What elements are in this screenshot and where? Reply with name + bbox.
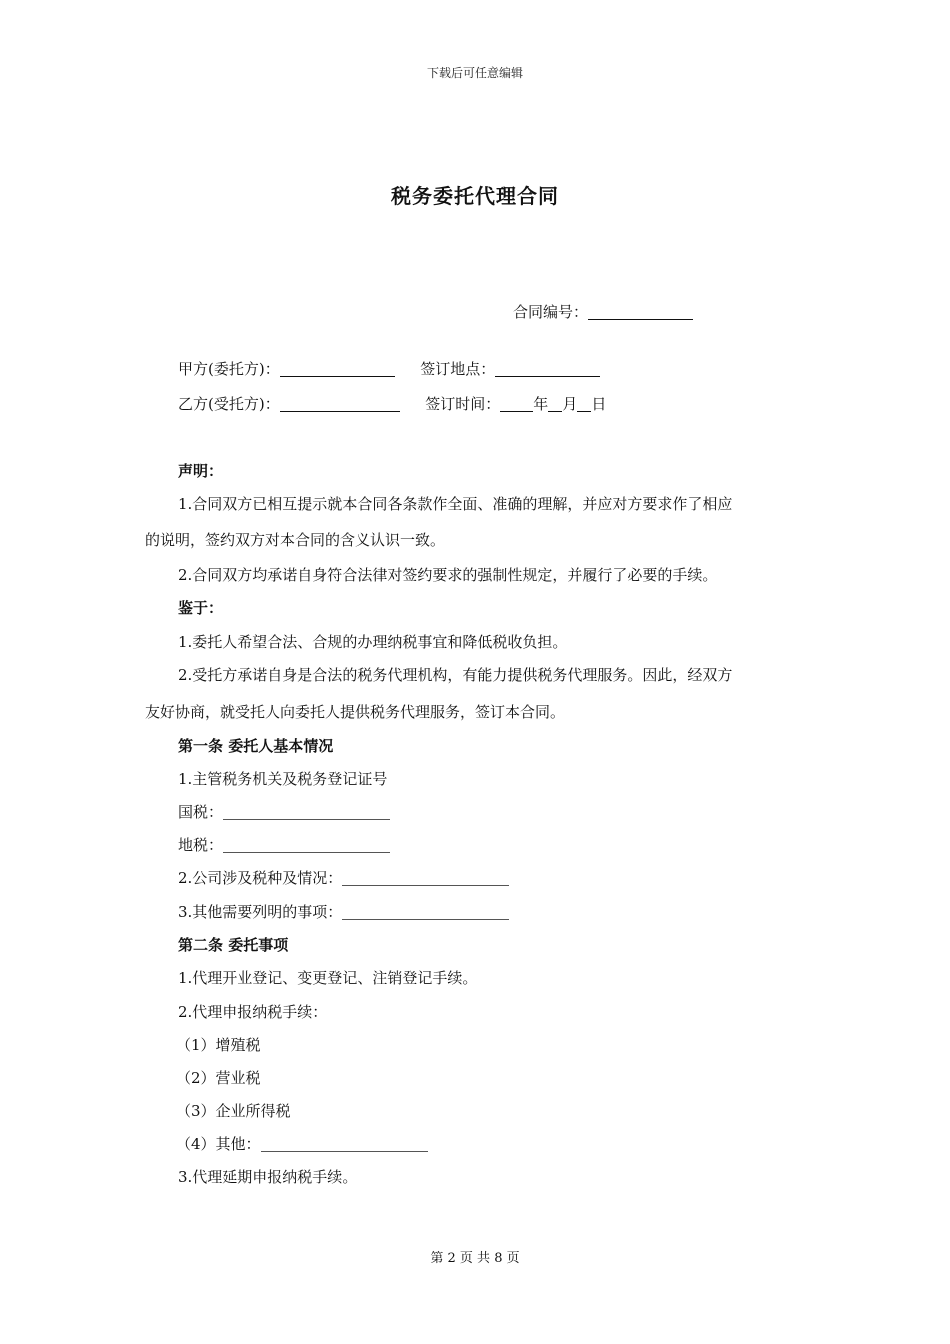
page-footer: 第 2 页 共 8 页 xyxy=(430,1251,520,1266)
sign-time-label: 签订时间： xyxy=(425,395,501,413)
sub-item-2: （2）营业税 xyxy=(176,1069,261,1087)
whereas-1: 1.委托人希望合法、合规的办理纳税事宜和降低税收负担。 xyxy=(178,633,568,651)
sign-day-label: 日 xyxy=(591,395,607,413)
statement-heading: 声明： xyxy=(178,462,224,480)
sign-year-label: 年 xyxy=(533,395,549,413)
whereas-2-line-2: 友好协商，就受托人向委托人提供税务代理服务，签订本合同。 xyxy=(145,703,566,721)
article-2-item-2: 2.代理申报纳税手续： xyxy=(178,1003,328,1021)
party-a-row xyxy=(178,359,600,379)
whereas-2-line-1: 2.受托方承诺自身是合法的税务代理机构，有能力提供税务代理服务。因此，经双方 xyxy=(178,666,733,684)
article-1-item-2: 2.公司涉及税种及情况： xyxy=(178,869,343,887)
local-tax-row xyxy=(178,835,390,855)
sign-year-blank[interactable] xyxy=(500,395,533,412)
national-tax-label: 国税： xyxy=(178,803,224,821)
statement-1-line-2: 的说明，签约双方对本合同的含义认识一致。 xyxy=(145,531,446,549)
statement-2: 2.合同双方均承诺自身符合法律对签约要求的强制性规定，并履行了必要的手续。 xyxy=(178,566,718,584)
article-2-heading: 第二条 委托事项 xyxy=(178,936,289,954)
party-b-row xyxy=(178,394,606,414)
tax-types-blank[interactable] xyxy=(342,869,509,886)
contract-number-label: 合同编号： xyxy=(513,303,589,321)
article-1-item-1: 1.主管税务机关及税务登记证号 xyxy=(178,770,388,788)
party-a-label: 甲方(委托方)： xyxy=(178,360,280,378)
national-tax-row xyxy=(178,802,390,822)
other-matters-blank[interactable] xyxy=(342,903,509,920)
sign-month-blank[interactable] xyxy=(548,395,562,412)
article-1-item-2-row xyxy=(178,868,509,888)
article-2-item-1: 1.代理开业登记、变更登记、注销登记手续。 xyxy=(178,969,478,987)
sub-item-1: （1）增殖税 xyxy=(176,1036,261,1054)
article-2-item-3: 3.代理延期申报纳税手续。 xyxy=(178,1168,358,1186)
article-1-item-3: 3.其他需要列明的事项： xyxy=(178,903,343,921)
header-note: 下载后可任意编辑 xyxy=(426,66,523,80)
contract-number-blank[interactable] xyxy=(588,303,693,320)
contract-number-row xyxy=(513,302,693,322)
sign-day-blank[interactable] xyxy=(577,395,591,412)
party-b-blank[interactable] xyxy=(280,395,400,412)
article-1-heading: 第一条 委托人基本情况 xyxy=(178,737,334,755)
local-tax-blank[interactable] xyxy=(223,836,390,853)
national-tax-blank[interactable] xyxy=(223,803,390,820)
sub-item-4: （4）其他： xyxy=(176,1135,261,1153)
local-tax-label: 地税： xyxy=(178,836,224,854)
document-title: 税务委托代理合同 xyxy=(391,184,559,208)
whereas-heading: 鉴于： xyxy=(178,599,224,617)
article-1-item-3-row xyxy=(178,902,509,922)
sign-place-blank[interactable] xyxy=(495,360,600,377)
sign-place-label: 签订地点： xyxy=(420,360,496,378)
party-a-blank[interactable] xyxy=(280,360,395,377)
sign-month-label: 月 xyxy=(562,395,578,413)
sub-item-4-row xyxy=(176,1134,428,1154)
party-b-label: 乙方(受托方)： xyxy=(178,395,280,413)
other-tax-blank[interactable] xyxy=(261,1135,428,1152)
sub-item-3: （3）企业所得税 xyxy=(176,1102,291,1120)
statement-1-line-1: 1.合同双方已相互提示就本合同各条款作全面、准确的理解，并应对方要求作了相应 xyxy=(178,495,733,513)
